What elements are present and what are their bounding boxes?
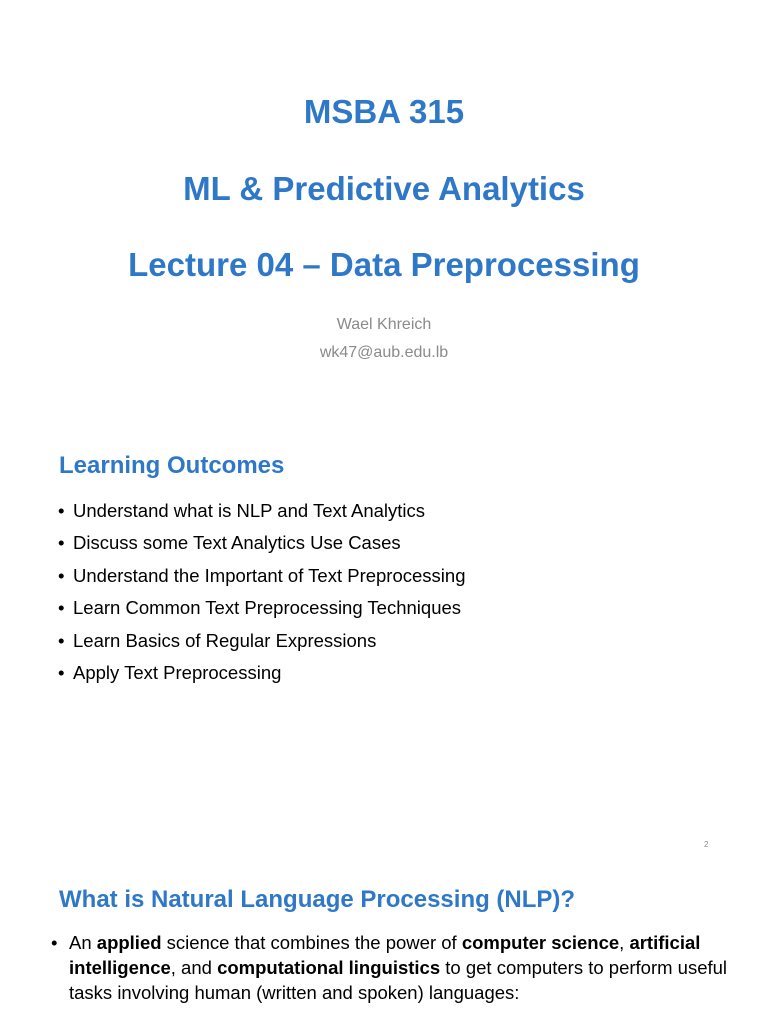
lecture-title: Lecture 04 – Data Preprocessing bbox=[128, 246, 640, 283]
list-item bbox=[58, 563, 465, 595]
bullet-icon: • bbox=[58, 629, 65, 651]
page-number: 2 bbox=[704, 840, 709, 849]
bullet-icon: • bbox=[58, 564, 65, 586]
title-slide bbox=[0, 0, 768, 420]
course-code: MSBA 315 bbox=[303, 93, 465, 130]
author-name: Wael Khreich bbox=[336, 316, 432, 333]
author-email: wk47@aub.edu.lb bbox=[319, 344, 449, 361]
bullet-icon: • bbox=[58, 597, 65, 619]
text-run: , bbox=[619, 932, 630, 953]
learning-outcomes-slide bbox=[0, 430, 768, 860]
text-run-bold: computational linguistics bbox=[217, 957, 441, 978]
text-run-bold: applied bbox=[96, 932, 162, 953]
bullet-icon: • bbox=[58, 532, 65, 554]
bullet-icon: • bbox=[58, 661, 65, 683]
list-item-text: Discuss some Text Analytics Use Cases bbox=[73, 532, 401, 554]
list-item-text: Learn Basics of Regular Expressions bbox=[73, 629, 377, 651]
list-item bbox=[58, 595, 465, 627]
bullet-icon: • bbox=[58, 500, 65, 521]
slide-heading: What is Natural Language Processing (NLP)? bbox=[59, 886, 576, 913]
list-item-text: Learn Common Text Preprocessing Techniques bbox=[73, 597, 462, 619]
list-item-text: Understand what is NLP and Text Analytics bbox=[73, 500, 426, 521]
list-item bbox=[58, 498, 465, 530]
text-run: science that combines the power of bbox=[161, 932, 462, 953]
text-run-bold: artificial intelligence bbox=[69, 932, 701, 978]
list-item-text: Understand the Important of Text Preprocessing bbox=[73, 564, 466, 586]
list-item bbox=[58, 530, 465, 562]
text-run: to get computers to perform useful tasks involving human (written and spoken) languages: bbox=[69, 957, 728, 1003]
text-run-bold: computer science bbox=[461, 932, 620, 953]
list-item bbox=[58, 660, 465, 692]
text-run: An bbox=[69, 932, 97, 953]
slide-heading: Learning Outcomes bbox=[59, 452, 285, 479]
nlp-definition-paragraph bbox=[51, 930, 751, 1005]
text-run: , and bbox=[170, 957, 218, 978]
course-name: ML & Predictive Analytics bbox=[183, 170, 585, 207]
nlp-definition-slide bbox=[0, 870, 768, 1024]
nlp-definition-text bbox=[69, 930, 751, 1005]
bullet-icon: • bbox=[51, 932, 58, 953]
list-item bbox=[58, 628, 465, 660]
list-item-text: Apply Text Preprocessing bbox=[73, 661, 282, 683]
outcomes-list bbox=[58, 498, 465, 692]
